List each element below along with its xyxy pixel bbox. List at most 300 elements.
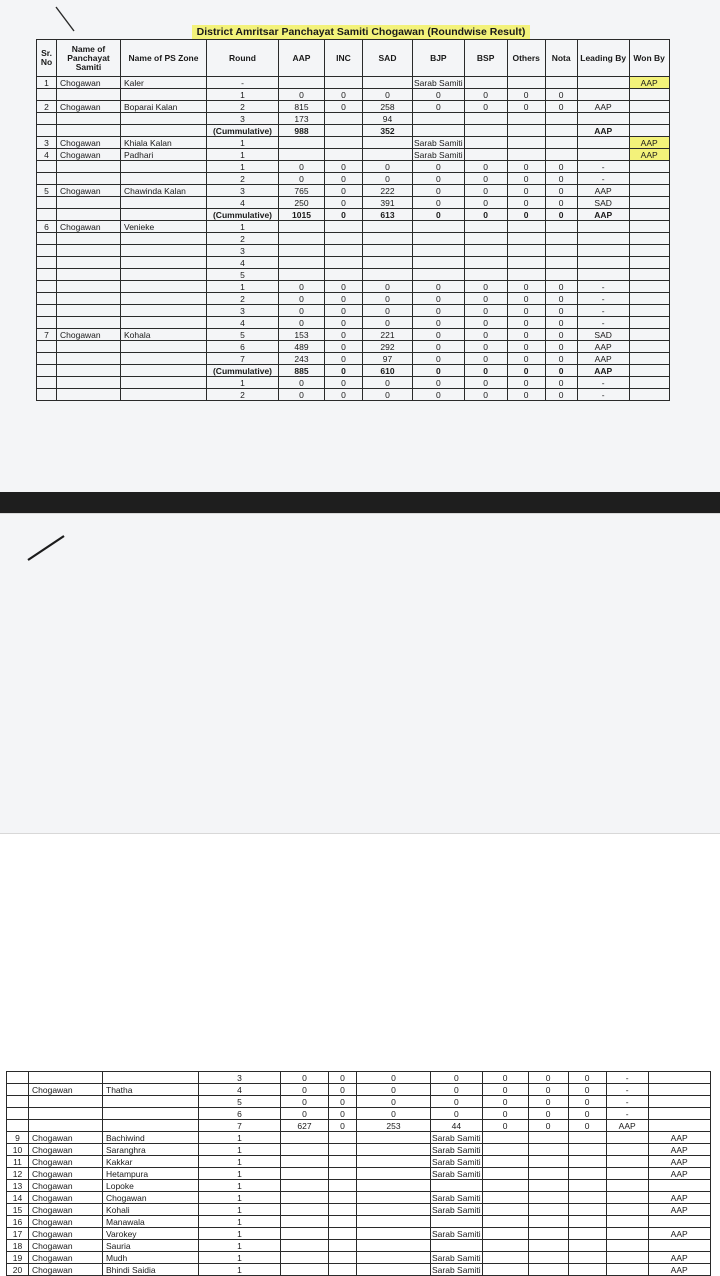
table-cell — [103, 1096, 199, 1108]
table-cell — [606, 1192, 648, 1204]
table-row — [37, 185, 670, 197]
table-cell: 765 — [279, 185, 325, 197]
table-cell: Kakkar — [103, 1156, 199, 1168]
table-cell — [545, 269, 577, 281]
table-cell — [545, 125, 577, 137]
table-cell: 0 — [363, 377, 413, 389]
table-cell: 44 — [431, 1120, 483, 1132]
table-cell: 3 — [37, 137, 57, 149]
table-cell: AAP — [648, 1252, 710, 1264]
table-cell: 0 — [329, 1096, 357, 1108]
table-cell: 0 — [363, 173, 413, 185]
table-row — [7, 1168, 711, 1180]
table-cell: 1 — [207, 161, 279, 173]
table-cell: 0 — [464, 173, 507, 185]
table-cell — [606, 1216, 648, 1228]
table-cell — [648, 1084, 710, 1096]
table-cell: 5 — [207, 269, 279, 281]
table-cell: Sarab Samiti — [432, 1192, 481, 1203]
table-cell — [121, 281, 207, 293]
table-cell — [507, 125, 545, 137]
table-cell: - — [606, 1096, 648, 1108]
table-cell — [37, 341, 57, 353]
table-row — [7, 1180, 711, 1192]
table-cell: Venieke — [121, 221, 207, 233]
table-cell — [507, 113, 545, 125]
table-cell — [577, 245, 629, 257]
table-cell: 0 — [545, 101, 577, 113]
pen-mark-icon — [24, 532, 68, 564]
table-cell: 253 — [357, 1120, 431, 1132]
table-cell: Chogawan — [29, 1264, 103, 1276]
table-row — [37, 101, 670, 113]
table-cell: 0 — [507, 161, 545, 173]
table-row — [37, 353, 670, 365]
table-cell — [528, 1252, 568, 1264]
table-cell — [357, 1216, 431, 1228]
table-cell: Mudh — [103, 1252, 199, 1264]
table-cell: 258 — [363, 101, 413, 113]
table-cell: AAP — [648, 1264, 710, 1276]
table-cell — [357, 1228, 431, 1240]
table-cell — [57, 161, 121, 173]
table-cell — [325, 113, 363, 125]
table-cell — [121, 293, 207, 305]
table-cell: 0 — [507, 329, 545, 341]
table-cell: 613 — [363, 209, 413, 221]
table-cell: 0 — [545, 185, 577, 197]
table-cell: 0 — [568, 1072, 606, 1084]
table-cell — [629, 89, 669, 101]
table-cell: 0 — [507, 293, 545, 305]
table-cell — [279, 257, 325, 269]
table-cell: 1 — [199, 1144, 281, 1156]
table-cell: 1 — [199, 1192, 281, 1204]
table-cell: Sarab Samiti — [432, 1204, 481, 1215]
table-cell: 0 — [568, 1108, 606, 1120]
table-cell — [281, 1168, 329, 1180]
table-cell: 0 — [357, 1084, 431, 1096]
table-cell — [325, 233, 363, 245]
table-cell — [357, 1192, 431, 1204]
table-cell: 0 — [545, 365, 577, 377]
table-cell — [648, 1096, 710, 1108]
table-cell: 0 — [413, 353, 465, 365]
table-cell — [568, 1204, 606, 1216]
column-header: Won By — [629, 40, 669, 77]
table-cell: 15 — [7, 1204, 29, 1216]
table-cell: 5 — [207, 329, 279, 341]
table-cell — [281, 1264, 329, 1276]
table-cell: 391 — [363, 197, 413, 209]
table-cell: 0 — [568, 1120, 606, 1132]
table-cell: Boparai Kalan — [121, 101, 207, 113]
table-cell: 243 — [279, 353, 325, 365]
table-cell — [629, 209, 669, 221]
table-cell — [629, 257, 669, 269]
table-cell: 0 — [545, 281, 577, 293]
table-row — [37, 161, 670, 173]
table-cell — [357, 1240, 431, 1252]
table-cell: 4 — [207, 317, 279, 329]
table-cell — [37, 353, 57, 365]
table-cell: 0 — [413, 101, 465, 113]
table-cell: 1 — [207, 377, 279, 389]
table-row — [37, 245, 670, 257]
table-cell — [37, 305, 57, 317]
table-cell — [577, 137, 629, 149]
table-cell — [482, 1204, 528, 1216]
table-cell — [568, 1228, 606, 1240]
table-cell: 250 — [279, 197, 325, 209]
table-cell: 0 — [507, 389, 545, 401]
table-cell: 0 — [325, 353, 363, 365]
table-cell — [37, 125, 57, 137]
table-cell — [57, 317, 121, 329]
table-cell — [482, 1228, 528, 1240]
table-cell — [568, 1192, 606, 1204]
table-cell — [431, 1180, 483, 1192]
table-cell: 221 — [363, 329, 413, 341]
table-cell — [279, 137, 325, 149]
table-cell: Chawinda Kalan — [121, 185, 207, 197]
table-row — [37, 257, 670, 269]
table-cell: 1 — [207, 137, 279, 149]
table-cell: 0 — [279, 317, 325, 329]
table-cell: 0 — [357, 1108, 431, 1120]
table-row — [37, 77, 670, 89]
table-cell: Khiala Kalan — [121, 137, 207, 149]
table-cell — [528, 1144, 568, 1156]
table-cell: 0 — [431, 1108, 483, 1120]
table-cell — [507, 233, 545, 245]
table-cell: 0 — [281, 1084, 329, 1096]
table-cell — [568, 1216, 606, 1228]
table-cell: 0 — [281, 1108, 329, 1120]
table-cell — [281, 1180, 329, 1192]
table-cell — [325, 221, 363, 233]
table-cell — [121, 173, 207, 185]
table-cell: 0 — [325, 173, 363, 185]
table-cell: 0 — [363, 89, 413, 101]
table-cell: 0 — [363, 281, 413, 293]
table-cell: 0 — [413, 377, 465, 389]
table-cell: - — [606, 1072, 648, 1084]
table-cell — [329, 1228, 357, 1240]
table-row — [37, 281, 670, 293]
table-cell: Chogawan — [29, 1252, 103, 1264]
table-cell: Hetampura — [103, 1168, 199, 1180]
table-cell: Chogawan — [29, 1216, 103, 1228]
table-cell — [606, 1204, 648, 1216]
table-cell: 0 — [431, 1096, 483, 1108]
table-cell: 4 — [207, 257, 279, 269]
table-cell: 0 — [507, 377, 545, 389]
table-cell: 7 — [207, 353, 279, 365]
table-cell — [57, 209, 121, 221]
table-cell — [464, 245, 507, 257]
table-row — [37, 317, 670, 329]
table-cell: 0 — [413, 365, 465, 377]
table-cell: 12 — [7, 1168, 29, 1180]
table-cell — [329, 1252, 357, 1264]
page-title: District Amritsar Panchayat Samiti Chogawan (Roundwise Result) — [192, 25, 530, 39]
table-row — [7, 1108, 711, 1120]
table-cell — [648, 1072, 710, 1084]
table-cell: 0 — [325, 161, 363, 173]
table-cell: 0 — [545, 197, 577, 209]
table-cell — [482, 1168, 528, 1180]
table-cell: 0 — [464, 161, 507, 173]
result-table-page-1 — [36, 39, 670, 401]
table-cell: Sarab Samiti — [432, 1264, 481, 1275]
table-cell: 0 — [464, 341, 507, 353]
table-cell: SAD — [577, 329, 629, 341]
table-cell: 3 — [207, 113, 279, 125]
table-cell: 292 — [363, 341, 413, 353]
table-cell — [37, 209, 57, 221]
table-cell — [37, 269, 57, 281]
table-cell: 97 — [363, 353, 413, 365]
table-cell — [57, 353, 121, 365]
table-cell — [545, 149, 577, 161]
table-cell: 0 — [464, 329, 507, 341]
table-cell — [363, 149, 413, 161]
table-cell: 0 — [325, 329, 363, 341]
table-cell: AAP — [577, 125, 629, 137]
table-cell — [606, 1252, 648, 1264]
table-cell — [464, 125, 507, 137]
table-cell: 0 — [528, 1096, 568, 1108]
table-cell: 2 — [207, 293, 279, 305]
table-cell: Sarab Samiti — [414, 77, 463, 88]
table-cell: 0 — [325, 341, 363, 353]
table-cell: 4 — [37, 149, 57, 161]
table-cell: 0 — [568, 1084, 606, 1096]
table-cell — [281, 1204, 329, 1216]
table-cell — [507, 221, 545, 233]
table-cell: 13 — [7, 1180, 29, 1192]
table-cell — [464, 221, 507, 233]
table-cell: 0 — [413, 341, 465, 353]
table-cell — [629, 233, 669, 245]
table-cell — [121, 125, 207, 137]
table-cell: 0 — [325, 185, 363, 197]
table-cell: 0 — [545, 329, 577, 341]
table-cell — [37, 281, 57, 293]
column-header: Leading By — [577, 40, 629, 77]
table-cell — [329, 1216, 357, 1228]
table-cell — [568, 1168, 606, 1180]
table-cell: 0 — [507, 101, 545, 113]
table-cell — [528, 1156, 568, 1168]
table-cell: Sarab Samiti — [432, 1132, 481, 1143]
table-cell — [57, 377, 121, 389]
table-cell: Chogawan — [57, 77, 121, 89]
table-cell: 0 — [281, 1096, 329, 1108]
table-cell: 0 — [279, 281, 325, 293]
table-cell: 20 — [7, 1264, 29, 1276]
table-cell: Bhindi Saidia — [103, 1264, 199, 1276]
table-cell: 18 — [7, 1240, 29, 1252]
table-cell — [528, 1192, 568, 1204]
table-cell — [57, 389, 121, 401]
table-cell — [568, 1180, 606, 1192]
table-cell: 0 — [464, 305, 507, 317]
table-row — [7, 1264, 711, 1276]
table-cell: Kaler — [121, 77, 207, 89]
table-cell — [629, 377, 669, 389]
table-row — [37, 293, 670, 305]
table-cell: - — [577, 305, 629, 317]
table-cell: - — [577, 293, 629, 305]
table-cell: Sarab Samiti — [432, 1228, 481, 1239]
table-cell — [281, 1216, 329, 1228]
table-cell: AAP — [648, 1192, 710, 1204]
table-cell: 0 — [545, 293, 577, 305]
table-cell: AAP — [606, 1120, 648, 1132]
table-cell — [363, 233, 413, 245]
table-cell — [629, 389, 669, 401]
table-cell: 0 — [325, 365, 363, 377]
table-cell: 0 — [528, 1072, 568, 1084]
table-cell — [482, 1180, 528, 1192]
table-cell: 1 — [199, 1168, 281, 1180]
table-cell — [103, 1120, 199, 1132]
table-row — [7, 1120, 711, 1132]
table-cell: 0 — [329, 1108, 357, 1120]
table-cell — [357, 1156, 431, 1168]
table-cell — [648, 1108, 710, 1120]
table-cell — [528, 1180, 568, 1192]
table-cell — [325, 77, 363, 89]
table-cell: Chogawan — [29, 1168, 103, 1180]
table-cell: - — [577, 389, 629, 401]
table-cell: AAP — [648, 1228, 710, 1240]
table-row — [37, 233, 670, 245]
table-cell: AAP — [648, 1168, 710, 1180]
table-cell: 2 — [207, 233, 279, 245]
table-row — [37, 377, 670, 389]
table-cell — [507, 269, 545, 281]
table-cell — [57, 293, 121, 305]
table-row — [37, 149, 670, 161]
table-cell: - — [207, 77, 279, 89]
table-cell — [357, 1132, 431, 1144]
table-cell — [629, 329, 669, 341]
table-cell: 1 — [199, 1252, 281, 1264]
table-cell: 9 — [7, 1132, 29, 1144]
table-cell: 5 — [37, 185, 57, 197]
table-cell: 0 — [545, 317, 577, 329]
table-cell: 1 — [199, 1132, 281, 1144]
table-cell — [577, 77, 629, 89]
table-cell — [528, 1168, 568, 1180]
table-cell — [57, 233, 121, 245]
table-cell — [121, 197, 207, 209]
table-cell: 0 — [528, 1108, 568, 1120]
table-cell — [37, 173, 57, 185]
table-cell — [57, 365, 121, 377]
table-cell — [7, 1084, 29, 1096]
table-cell — [606, 1168, 648, 1180]
table-cell — [606, 1132, 648, 1144]
column-header: Name of Panchayat Samiti — [57, 40, 121, 77]
table-cell: Chogawan — [29, 1156, 103, 1168]
table-cell: Chogawan — [57, 185, 121, 197]
table-cell — [577, 233, 629, 245]
table-cell: - — [577, 281, 629, 293]
table-cell — [629, 353, 669, 365]
table-cell — [37, 245, 57, 257]
table-cell — [507, 77, 545, 89]
table-cell: 0 — [413, 89, 465, 101]
table-cell — [648, 1240, 710, 1252]
table-cell: 0 — [279, 293, 325, 305]
table-cell: 1 — [199, 1240, 281, 1252]
table-cell — [37, 317, 57, 329]
table-cell: 7 — [199, 1120, 281, 1132]
table-cell: 0 — [545, 173, 577, 185]
table-cell — [464, 77, 507, 89]
table-cell: AAP — [577, 365, 629, 377]
table-cell — [57, 269, 121, 281]
table-cell: Chogawan — [29, 1132, 103, 1144]
table-cell: 0 — [507, 89, 545, 101]
table-cell: 0 — [464, 185, 507, 197]
table-cell: 0 — [363, 305, 413, 317]
table-cell — [648, 1216, 710, 1228]
table-cell — [281, 1240, 329, 1252]
table-cell — [363, 269, 413, 281]
table-cell: 0 — [431, 1072, 483, 1084]
table-row — [7, 1144, 711, 1156]
table-cell: (Cummulative) — [207, 209, 279, 221]
table-cell — [629, 185, 669, 197]
page-separator — [0, 492, 720, 514]
table-cell: 0 — [279, 377, 325, 389]
column-header: Round — [207, 40, 279, 77]
table-cell: Lopoke — [103, 1180, 199, 1192]
table-cell: AAP — [629, 137, 669, 149]
table-cell: 5 — [199, 1096, 281, 1108]
table-cell: 0 — [279, 389, 325, 401]
table-cell — [577, 269, 629, 281]
table-cell: 1 — [37, 77, 57, 89]
table-cell: 0 — [413, 281, 465, 293]
table-cell: 7 — [37, 329, 57, 341]
table-cell — [482, 1252, 528, 1264]
column-header: Others — [507, 40, 545, 77]
table-cell: 0 — [464, 197, 507, 209]
table-cell: 1 — [199, 1180, 281, 1192]
table-cell: 1015 — [279, 209, 325, 221]
result-sheet-page-1 — [0, 0, 720, 492]
table-cell — [413, 245, 465, 257]
table-cell: 0 — [413, 209, 465, 221]
table-cell — [507, 257, 545, 269]
table-cell: 11 — [7, 1156, 29, 1168]
table-cell: 610 — [363, 365, 413, 377]
column-header: Sr. No — [37, 40, 57, 77]
table-cell — [325, 257, 363, 269]
table-cell: Saranghra — [103, 1144, 199, 1156]
table-cell — [7, 1072, 29, 1084]
table-row — [7, 1252, 711, 1264]
table-cell — [357, 1204, 431, 1216]
table-cell — [357, 1252, 431, 1264]
pen-mark-icon — [54, 4, 80, 34]
